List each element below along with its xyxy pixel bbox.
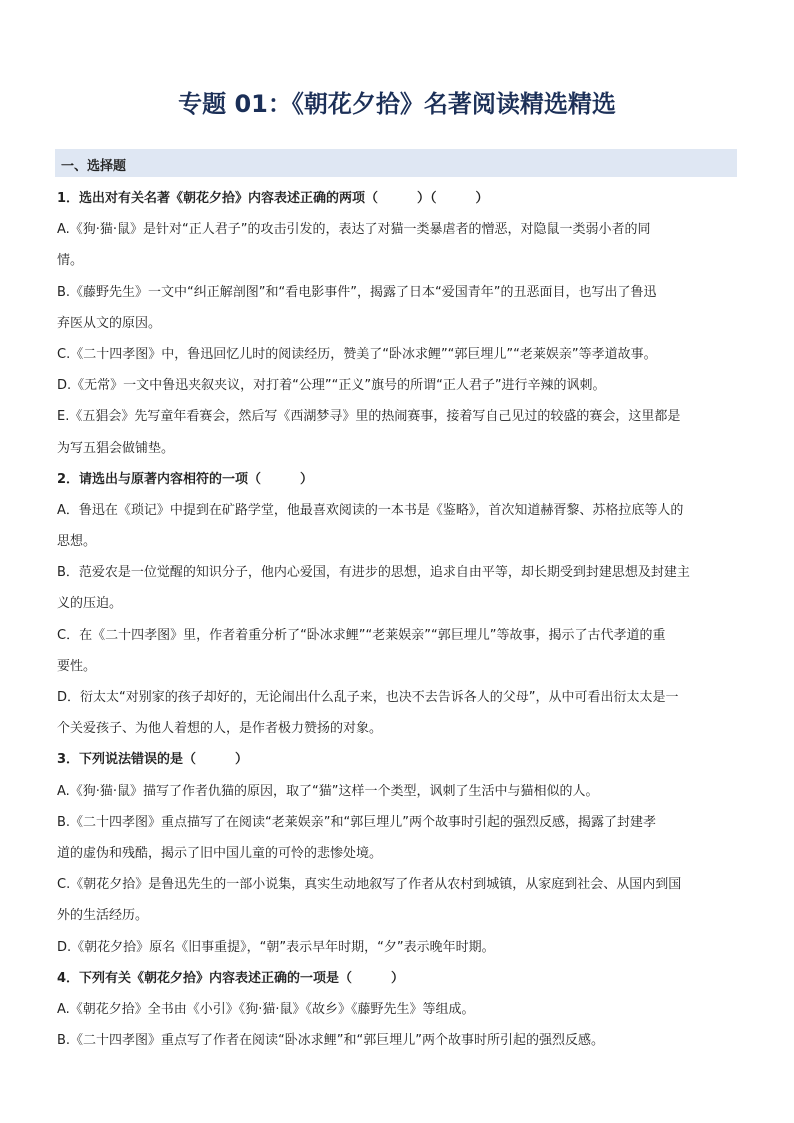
question-stem: 4．下列有关《朝花夕拾》内容表述正确的一项是（ ） (57, 970, 405, 986)
option-line: C．在《二十四孝图》里，作者着重分析了“卧冰求鲤”“老莱娱亲”“郭巨埋儿”等故事，揭示了古代孝道的重 (57, 627, 666, 643)
option-line: 思想。 (57, 534, 97, 550)
option-line: 情。 (57, 253, 84, 269)
option-line: A.《狗·猫·鼠》描写了作者仇猫的原因，取了“猫”这样一个类型，讽刺了生活中与猫相似的人。 (57, 783, 599, 799)
section-header (55, 149, 737, 177)
question-stem: 1．选出对有关名著《朝花夕拾》内容表述正确的两项（ ）（ ） (57, 191, 489, 206)
option-line: D.《无常》一文中鲁迅夹叙夹议，对打着“公理”“正义”旗号的所谓“正人君子”进行辛辣的讽刺。 (57, 378, 606, 394)
option-line: 道的虚伪和残酷，揭示了旧中国儿童的可怜的悲惨处境。 (57, 845, 383, 861)
page-title: 专题 01：《朝花夕拾》名著阅读精选精选 (178, 90, 616, 118)
option-line: A.《朝花夕拾》全书由《小引》《狗·猫·鼠》《故乡》《藤野先生》等组成。 (57, 1001, 475, 1017)
option-line: 弃医从文的原因。 (57, 315, 162, 331)
option-line: 义的压迫。 (57, 596, 123, 612)
option-line: C.《朝花夕拾》是鲁迅先生的一部小说集，真实生动地叙写了作者从农村到城镇，从家庭到社会、从国内到国 (57, 877, 682, 893)
option-line: 为写五猖会做铺垫。 (57, 440, 175, 456)
section-label: 一、选择题 (61, 159, 127, 174)
option-line: D.《朝花夕拾》原名《旧事重提》，“朝”表示早年时期，“夕”表示晚年时期。 (57, 939, 495, 955)
question-stem: 2．请选出与原著内容相符的一项（ ） (57, 471, 314, 487)
option-line: A．鲁迅在《琐记》中提到在矿路学堂，他最喜欢阅读的一本书是《鉴略》，首次知道赫胥黎、苏格拉底等人的 (57, 502, 684, 518)
option-line: 外的生活经历。 (57, 908, 149, 924)
question-stem: 3．下列说法错误的是（ ） (57, 752, 249, 768)
option-line: B.《二十四孝图》重点写了作者在阅读“卧冰求鲤”和“郭巨埋儿”两个故事时所引起的强烈反感。 (57, 1033, 604, 1049)
option-line: A.《狗·猫·鼠》是针对“正人君子”的攻击引发的，表达了对猫一类暴虐者的憎恶，对隐鼠一类弱小者的同 (57, 222, 651, 238)
option-line: B．范爱农是一位觉醒的知识分子，他内心爱国，有进步的思想，追求自由平等，却长期受到封建思想及封建主 (57, 565, 690, 581)
option-line: E.《五猖会》先写童年看赛会，然后写《西湖梦寻》里的热闹赛事，接着写自己见过的较盛的赛会，这里都是 (57, 409, 681, 425)
option-line: B.《二十四孝图》重点描写了在阅读“老莱娱亲”和“郭巨埋儿”两个故事时引起的强烈反感，揭露了封建孝 (57, 814, 656, 830)
option-line: 个关爱孩子、为他人着想的人，是作者极力赞扬的对象。 (57, 721, 383, 737)
question-content (57, 183, 737, 1056)
option-line: D．衍太太“对别家的孩子却好的，无论闹出什么乱子来，也决不去告诉各人的父母”，从中可看出衍太太是一 (57, 690, 679, 705)
option-line: 要性。 (57, 658, 97, 674)
option-line: C.《二十四孝图》中，鲁迅回忆儿时的阅读经历，赞美了“卧冰求鲤”“郭巨埋儿”“老莱娱亲”等孝道故事。 (57, 346, 657, 362)
option-line: B.《藤野先生》一文中“纠正解剖图”和“看电影事件”，揭露了日本“爱国青年”的丑恶面目，也写出了鲁迅 (57, 284, 657, 300)
